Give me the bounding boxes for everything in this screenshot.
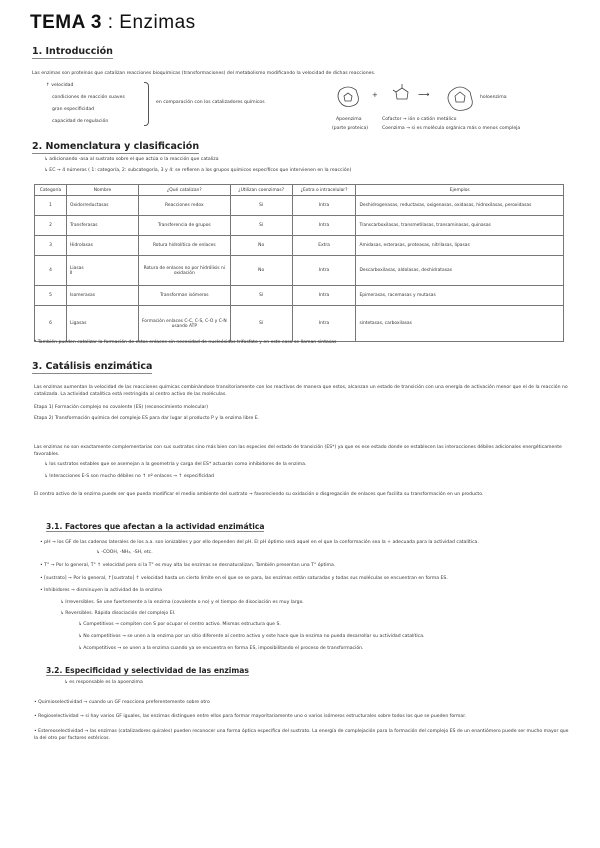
cell-name: Liasas Ⅱ [66, 256, 138, 286]
cell-category: 3 [35, 236, 67, 256]
cell-location: Extra [292, 236, 356, 256]
cell-examples: Amidasas, esterasas, proteasas, nitrilasas, lipasas [356, 236, 564, 256]
table-row [35, 256, 564, 286]
cell-category: 6 [35, 306, 67, 342]
step-1: Etapa 1) Formación complejo no covalente (ES) (reconocimiento molecular) [34, 405, 209, 410]
factor-ph: • pH → los GF de las cadenas laterales de los a.a. son ionizables y por ello dependen del pH. El pH óptimo será aquel en el que la conformación sea la + adecuada para la actividad catalítica. [40, 540, 479, 545]
chemoselectivity: • Quimioselectividad → cuando un GF reacciona preferentemente sobre otro [34, 700, 210, 705]
cell-location: Intra [292, 256, 356, 286]
reaction-arrow: ⟶ [418, 90, 430, 99]
cell-coenzymes: No [230, 236, 292, 256]
cell-category: 4 [35, 256, 67, 286]
cell-category: 5 [35, 286, 67, 306]
inhibitors-irreversible: ↳ Irreversibles. Se une fuertemente a la enzima (covalente o no) y el tiempo de disociación es muy largo. [60, 600, 304, 605]
table-row [35, 286, 564, 306]
transition-note-a: ↳ los sustratos estables que se asemejan a la geometría y carga del ES* actuarán como inhibidores de la enzima. [44, 462, 307, 467]
active-site-paragraph: El centro activo de la enzima puede ser que pueda modificar el medio ambiente del sustrato → favoreciendo su oxidación o disgregación de enlaces que facilita su transformación en un producto. [34, 492, 484, 497]
cell-location: Intra [292, 306, 356, 342]
synthase-note: * También pueden catalizar la formación de estos enlaces sin necesidad de nucleósidos trifosfato y en este caso se llaman sintasas [34, 340, 337, 345]
step-2: Etapa 2) Transformación química del complejo ES para dar lugar al producto P y la enzima libre E. [34, 416, 260, 421]
subsection-3-1-heading: 3.1. Factores que afectan a la actividad enzimática [46, 522, 265, 531]
cell-category: 2 [35, 216, 67, 236]
col-header: ¿Qué catalizan? [138, 185, 230, 196]
holoenzyme-label: holoenzima [480, 95, 507, 100]
cell-location: Intra [292, 196, 356, 216]
nomenclature-rule-1: ↳ adicionando -asa al sustrato sobre el que actúa o la reacción que cataliza [44, 157, 219, 162]
cell-catalyzes: Rotura de enlaces no por hidrólisis ni oxidación [138, 256, 230, 286]
property-2: condiciones de reacción suaves [52, 95, 125, 100]
col-header: Nombre [66, 185, 138, 196]
cell-coenzymes: No [230, 256, 292, 286]
table-row [35, 196, 564, 216]
factor-temperature: • T° → Por lo general, T° ↑ velocidad pero si la T° es muy alta las enzimas se desnaturalizan. También presentan una T° óptima. [40, 563, 336, 568]
table-row [35, 236, 564, 256]
cofactor-label: Cofactor → ión o catión metálico [382, 117, 457, 122]
inhibitors-noncompetitive: ↳ No competitivos → se unen a la enzima por un sitio diferente al centro activo y este hace que la enzima no pueda desarrollar su actividad catalítica. [78, 634, 425, 639]
cell-catalyzes: Rotura hidrolítica de enlaces [138, 236, 230, 256]
catalysis-paragraph: Las enzimas aumentan la velocidad de las reacciones químicas combinándose transitoriamente con los reactivos de manera que estos, alcanzan un estado de transición con una energía de activación menor que el de la reacción no catalizada. La actividad catalítica está restringida al centro activo de las moléculas. [34, 385, 568, 397]
cell-location: Intra [292, 216, 356, 236]
section-2-heading: 2. Nomenclatura y clasificación [32, 141, 200, 152]
transition-note-b: ↳ Interacciones E-S son mucho débiles no ↑ nº enlaces → ↑ especificidad [44, 474, 214, 479]
cell-examples: sintetasas, carboxilasas [356, 306, 564, 342]
property-4: capacidad de regulación [52, 119, 109, 124]
cell-coenzymes: Sí [230, 306, 292, 342]
section-3-heading: 3. Catálisis enzimática [32, 361, 153, 372]
col-header: Ejemplos [356, 185, 564, 196]
cell-examples: Epimerasas, racemasas y mutasas [356, 286, 564, 306]
regioselectivity: • Regioselectividad → si hay varios GF iguales, las enzimas distinguen entre ellos para formar mayoritariamente uno o varios isómeros estructurales sobre todos los que se pueden formar. [34, 714, 467, 719]
factor-substrate: • [sustrato] → Por lo general, ↑[sustrato] ↑ velocidad hasta un cierto límite en el que se se para, las enzimas están saturadas y todas sus moléculas se encuentran en forma ES. [40, 576, 448, 581]
inhibitors-reversible: ↳ Reversibles. Rápida disociación del complejo EI. [60, 611, 176, 616]
title-topic: : Enzimas [107, 12, 196, 33]
stereoselectivity: • Estereoselectividad → las enzimas (catalizadores quirales) pueden reconocer una forma óptica específica del sustrato. La energía de complejación para la formación del complejo ES de un enantiómero puede ser mucho mayor que la del otro por factores estéricos. [34, 729, 569, 741]
classification-table [34, 184, 564, 342]
cell-catalyzes: Transforman isómeros [138, 286, 230, 306]
col-header: Categoría [35, 185, 67, 196]
section-1-heading: 1. Introducción [32, 46, 113, 57]
cell-coenzymes: Sí [230, 216, 292, 236]
property-1: ↑ velocidad [46, 83, 74, 88]
col-header: ¿Utilizan coenzimas? [230, 185, 292, 196]
cell-name: Ligasas [66, 306, 138, 342]
cell-catalyzes: Formación enlaces C-C, C-S, C-O y C-N usando ATP [138, 306, 230, 342]
cell-category: 1 [35, 196, 67, 216]
cell-name: Hidrolasas [66, 236, 138, 256]
property-3: gran especificidad [52, 107, 95, 112]
cell-location: Intra [292, 286, 356, 306]
inhibitors-uncompetitive: ↳ Acompetitivos → se unen a la enzima cuando ya se encuentra en forma ES, imposibilitando el proceso de transformación. [78, 646, 364, 651]
subsection-3-2-heading: 3.2. Especificidad y selectividad de las enzimas [46, 666, 249, 675]
apoenzyme-note: (parte proteica) [332, 126, 369, 131]
factor-inhibitors: • Inhibidores → disminuyen la actividad de la enzima [40, 588, 162, 593]
coenzyme-label: Coenzima → si es molécula orgánica más o menos compleja [382, 126, 521, 131]
page-title [30, 12, 196, 34]
nomenclature-rule-2: ↳ EC → 4 números ( 1: categoría, 2: subcategoría, 3 y 4: se refieren a los grupos químicos específicos que intervienen en la reacción) [44, 168, 352, 173]
apoenzyme-label: Apoenzima [336, 117, 362, 122]
cell-examples: Descarboxilasas, aldolasas, deshidratasas [356, 256, 564, 286]
properties-brace [144, 82, 149, 126]
cofactor-icon [393, 84, 408, 99]
title-number: TEMA 3 [30, 12, 102, 33]
col-header: ¿Extra o intracelular? [292, 185, 356, 196]
cell-catalyzes: Reacciones redox [138, 196, 230, 216]
cell-name: Transferasas [66, 216, 138, 236]
cell-coenzymes: Sí [230, 196, 292, 216]
table-row [35, 216, 564, 236]
transition-state-paragraph: Las enzimas no son exactamente complementarias con sus sustratos sino más bien con las especies del estado de transición (ES*) ya que es ese estado donde se establecen las interacciones débiles adicionales energéticamente favorables. [34, 445, 562, 457]
enzyme-figure [330, 82, 530, 122]
cell-name: Isomerasas [66, 286, 138, 306]
cell-examples: Deshidrogenasas, reductasas, oxigenasas, oxidasas, hidroxilasas, peroxidasas [356, 196, 564, 216]
plus-sign: + [372, 91, 378, 99]
cell-examples: Transcarboxilasas, transmetilasas, transaminasas, quinasas [356, 216, 564, 236]
cell-catalyzes: Transferencia de grupos [138, 216, 230, 236]
cell-name: Oxidorreductasas [66, 196, 138, 216]
holoenzyme-icon [448, 87, 472, 110]
table-row [35, 306, 564, 342]
factor-ph-groups: ↳ -COOH, -NH₂, -SH, etc. [96, 550, 153, 555]
specificity-note: ↳ es responsable es la apoenzima [64, 680, 143, 685]
cell-coenzymes: Sí [230, 286, 292, 306]
table-header-row [35, 185, 564, 196]
intro-text: Las enzimas son proteínas que catalizan reacciones bioquímicas (transformaciones) del metabolismo modificando la velocidad de dichas reacciones. [32, 71, 376, 76]
liasas-mark: Ⅱ [69, 270, 73, 276]
brace-note: en comparación con los catalizadores químicos [156, 100, 265, 105]
inhibitors-competitive: ↳ Competitivos → compiten con S por ocupar el centro activo. Mismas estructura que S. [78, 622, 281, 627]
apoenzyme-icon [338, 87, 358, 107]
